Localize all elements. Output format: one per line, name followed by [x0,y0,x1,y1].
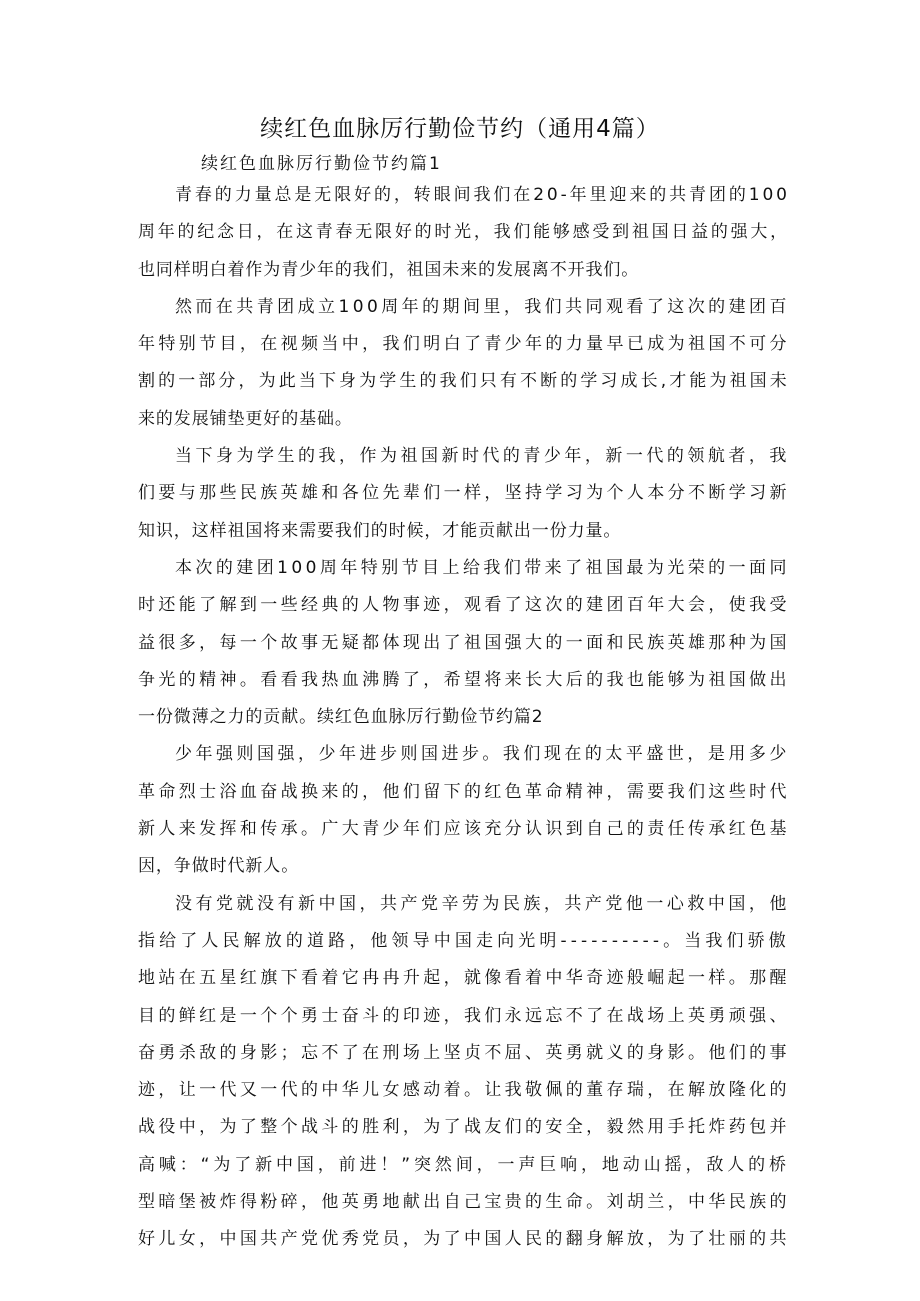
text-line: 时还能了解到一些经典的人物事迹，观看了这次的建团百年大会，使我受 [138,595,790,616]
text-line: 周年的纪念日，在这青春无限好的时光，我们能够感受到祖国日益的强大， [138,222,790,243]
body-text [138,177,790,1259]
text-line: 指给了人民解放的道路，他领导中国走向光明----------。当我们骄傲 [138,930,790,951]
text-line: 少年强则国强，少年进步则国进步。我们现在的太平盛世，是用多少 [175,744,790,765]
text-line: 知识，这样祖国将来需要我们的时候，才能贡献出一份力量。 [138,520,622,541]
text-line: 们要与那些民族英雄和各位先辈们一样，坚持学习为个人本分不断学习新 [138,483,790,504]
text-line: 青春的力量总是无限好的，转眼间我们在20-年里迎来的共青团的100 [175,185,790,205]
text-line: 因，争做时代新人。 [138,856,300,877]
text-line: 革命烈士浴血奋战换来的，他们留下的红色革命精神，需要我们这些时代 [138,781,790,802]
text-line: 也同样明白着作为青少年的我们，祖国未来的发展离不开我们。 [138,259,640,280]
text-line: 奋勇杀敌的身影；忘不了在刑场上坚贞不屈、英勇就义的身影。他们的事 [138,1042,790,1063]
text-line: 年特别节目，在视频当中，我们明白了青少年的力量早已成为祖国不可分 [138,334,790,355]
text-line: 目的鲜红是一个个勇士奋斗的印迹，我们永远忘不了在战场上英勇顽强、 [138,1005,790,1026]
text-line: 割的一部分，为此当下身为学生的我们只有不断的学习成长,才能为祖国未 [138,371,790,392]
text-line: 高喊：“为了新中国，前进！”突然间，一声巨响，地动山摇，敌人的桥 [138,1154,790,1175]
text-line: 好儿女，中国共产党优秀党员，为了中国人民的翻身解放，为了壮丽的共 [138,1229,790,1250]
section-heading: 续红色血脉厉行勤俭节约篇1 [201,154,442,174]
text-line: 本次的建团100周年特别节目上给我们带来了祖国最为光荣的一面同 [175,557,790,578]
text-line: 型暗堡被炸得粉碎，他英勇地献出自己宝贵的生命。刘胡兰，中华民族的 [138,1192,790,1213]
text-line: 没有党就没有新中国，共产党辛劳为民族，共产党他一心救中国，他 [175,893,790,914]
text-line: 迹，让一代又一代的中华儿女感动着。让我敬佩的董存瑞，在解放隆化的 [138,1080,790,1101]
text-line: 地站在五星红旗下看着它冉冉升起，就像看着中华奇迹般崛起一样。那醒 [138,968,790,989]
text-line: 然而在共青团成立100周年的期间里，我们共同观看了这次的建团百 [175,296,790,317]
text-line: 来的发展铺垫更好的基础。 [138,408,353,429]
text-line: 当下身为学生的我，作为祖国新时代的青少年，新一代的领航者，我 [175,446,790,467]
text-line: 一份微薄之力的贡献。续红色血脉厉行勤俭节约篇2 [138,707,544,728]
text-line: 战役中，为了整个战斗的胜利，为了战友们的安全，毅然用手托炸药包并 [138,1117,790,1138]
document-title: 续红色血脉厉行勤俭节约（通用4篇） [260,116,660,142]
text-line: 争光的精神。看看我热血沸腾了，希望将来长大后的我也能够为祖国做出 [138,669,790,690]
text-line: 新人来发挥和传承。广大青少年们应该充分认识到自己的责任传承红色基 [138,819,790,840]
text-line: 益很多，每一个故事无疑都体现出了祖国强大的一面和民族英雄那种为国 [138,632,790,653]
